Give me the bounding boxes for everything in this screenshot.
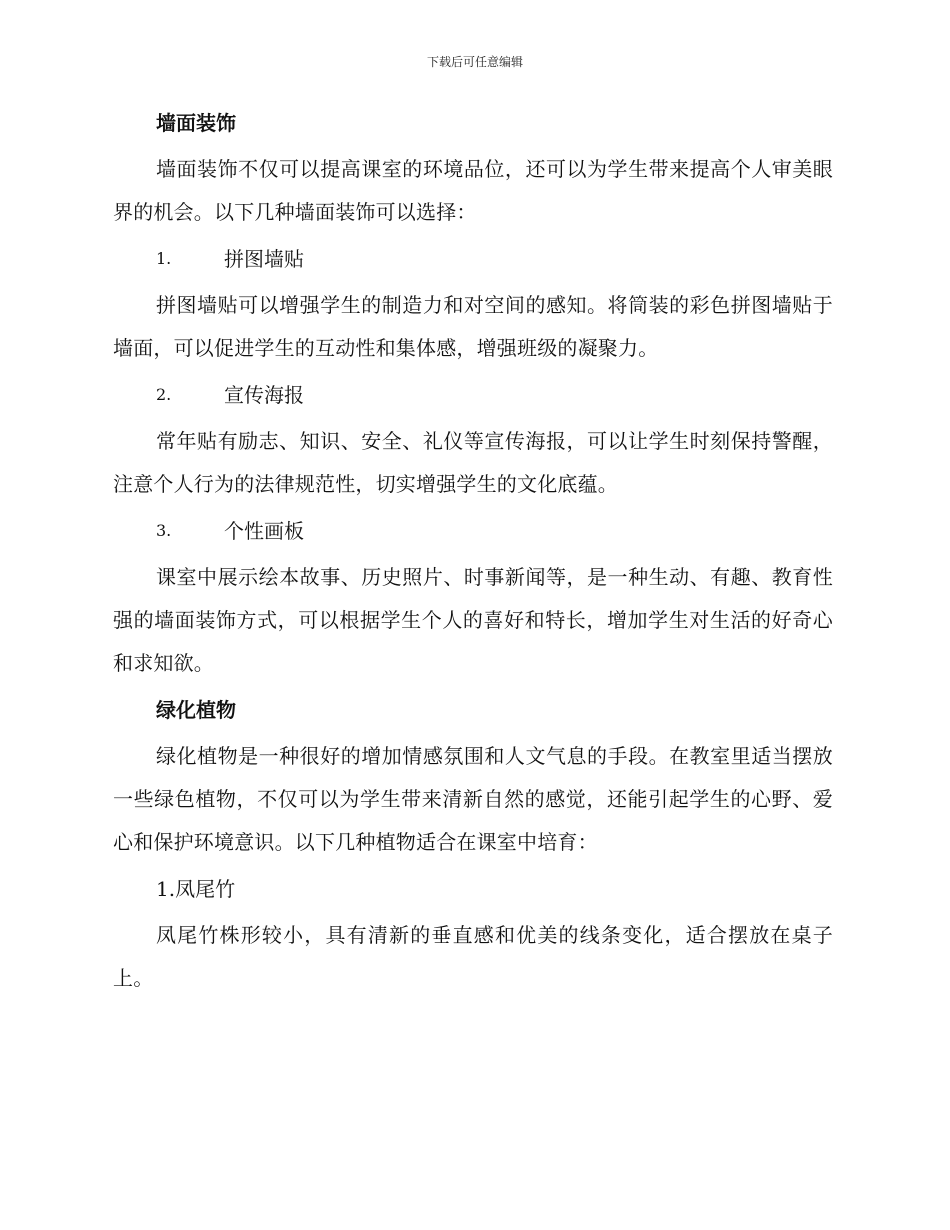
- plant-item-title: 1.凤尾竹: [156, 877, 236, 901]
- list-number: 1.: [156, 249, 172, 268]
- list-title: 个性画板: [224, 519, 304, 543]
- list-title: 拼图墙贴: [224, 247, 304, 271]
- list-item-3: [113, 516, 833, 546]
- list-item-2: [113, 380, 833, 410]
- section-heading-wall: 墙面装饰: [156, 111, 236, 135]
- list-number: 2.: [156, 385, 172, 404]
- paragraph-item-1: 拼图墙贴可以增强学生的制造力和对空间的感知。将筒装的彩色拼图墙贴于墙面，可以促进学生的互动性和集体感，增强班级的凝聚力。: [113, 293, 833, 360]
- paragraph-wall-intro: 墙面装饰不仅可以提高课室的环境品位，还可以为学生带来提高个人审美眼界的机会。以下几种墙面装饰可以选择：: [113, 157, 833, 224]
- list-title: 宣传海报: [224, 383, 304, 407]
- page-header: 下载后可任意编辑: [426, 55, 523, 69]
- list-item-1: [113, 244, 833, 274]
- list-number: 3.: [156, 521, 172, 540]
- document-body: [113, 108, 833, 1000]
- paragraph-item-2: 常年贴有励志、知识、安全、礼仪等宣传海报，可以让学生时刻保持警醒，注意个人行为的法律规范性，切实增强学生的文化底蕴。: [113, 429, 833, 496]
- paragraph-item-3: 课室中展示绘本故事、历史照片、时事新闻等，是一种生动、有趣、教育性强的墙面装饰方式，可以根据学生个人的喜好和特长，增加学生对生活的好奇心和求知欲。: [113, 565, 833, 675]
- section-heading-plants: 绿化植物: [156, 698, 236, 722]
- paragraph-plants-intro: 绿化植物是一种很好的增加情感氛围和人文气息的手段。在教室里适当摆放一些绿色植物，不仅可以为学生带来清新自然的感觉，还能引起学生的心野、爱心和保护环境意识。以下几种植物适合在课室中培育：: [113, 744, 833, 854]
- paragraph-plant-1: 凤尾竹株形较小，具有清新的垂直感和优美的线条变化，适合摆放在桌子上。: [113, 923, 833, 990]
